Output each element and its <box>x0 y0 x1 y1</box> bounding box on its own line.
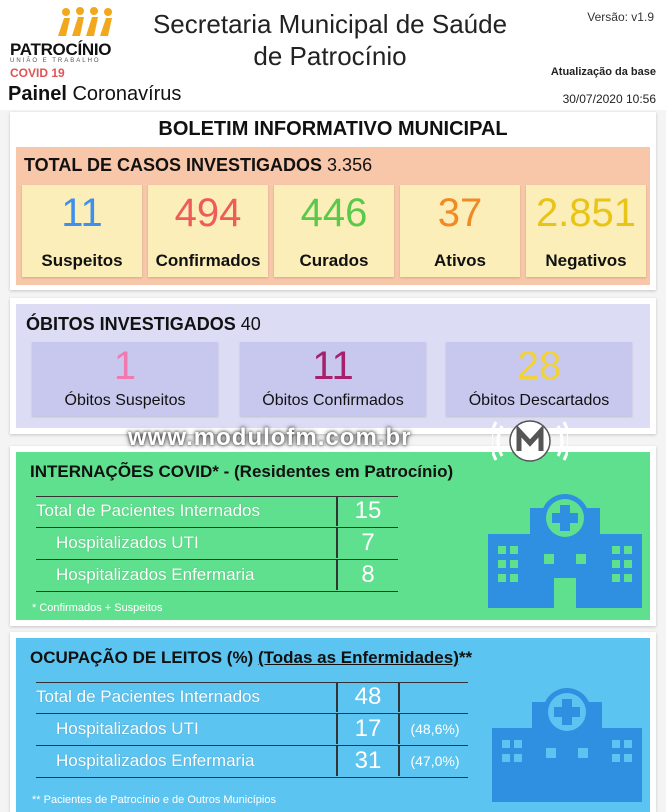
table-rule <box>36 591 398 592</box>
row-value: 17 <box>336 714 398 744</box>
ocupacao-title-c: ** <box>458 648 473 667</box>
row-value: 7 <box>336 528 398 558</box>
logo-subtitle: UNIÃO E TRABALHO <box>10 58 101 64</box>
table-row <box>36 682 468 712</box>
obito-suspeitos <box>32 342 218 416</box>
casos-label: TOTAL DE CASOS INVESTIGADOS <box>24 155 323 175</box>
obito-label: Óbitos Suspeitos <box>64 392 186 409</box>
kpi-value: 446 <box>300 191 368 235</box>
row-value: 48 <box>336 682 398 712</box>
internacoes-note: * Confirmados + Suspeitos <box>32 602 163 614</box>
page-title <box>130 8 530 72</box>
kpi-label: Confirmados <box>155 251 261 270</box>
internacoes-panel <box>16 452 650 620</box>
kpi-label: Ativos <box>434 251 486 270</box>
modulo-fm-logo-icon <box>492 418 568 464</box>
obito-value: 1 <box>113 344 137 388</box>
header <box>0 0 666 110</box>
logo-covid-label: COVID 19 <box>10 66 65 80</box>
kpi-negativos <box>526 185 646 277</box>
obito-value: 28 <box>516 344 562 388</box>
row-percent: (47,0%) <box>398 746 470 776</box>
patrocinio-logo <box>8 6 126 80</box>
obito-label: Óbitos Descartados <box>468 392 610 409</box>
kpi-curados <box>274 185 394 277</box>
table-rule <box>36 777 468 778</box>
hospital-icon <box>488 492 642 608</box>
kpi-value: 11 <box>61 191 103 235</box>
ocupacao-note: ** Pacientes de Patrocínio e de Outros Municípios <box>32 794 276 806</box>
kpi-value: 494 <box>174 191 242 235</box>
obito-descartados <box>446 342 632 416</box>
ocupacao-title-b: (Todas as Enfermidades) <box>257 648 459 667</box>
row-label: Hospitalizados UTI <box>56 533 199 552</box>
hospital-icon <box>492 686 642 802</box>
logo-brand-text: PATROCÍNIO <box>10 40 112 59</box>
obito-confirmados <box>240 342 426 416</box>
internacoes-title: INTERNAÇÕES COVID* - (Residentes em Patrocínio) <box>30 462 454 481</box>
kpi-label: Negativos <box>545 251 627 270</box>
row-value: 31 <box>336 746 398 776</box>
casos-total: 3.356 <box>322 155 373 175</box>
obitos-total: 40 <box>235 314 261 334</box>
painel-bold: Painel <box>8 83 67 105</box>
casos-heading <box>24 155 372 176</box>
ocupacao-title <box>30 648 472 668</box>
obitos-heading <box>26 314 261 335</box>
row-label: Hospitalizados UTI <box>56 719 199 738</box>
obito-value: 11 <box>312 344 354 388</box>
row-percent: (48,6%) <box>398 714 470 744</box>
ocupacao-card <box>10 632 656 812</box>
ocupacao-title-a: OCUPAÇÃO DE LEITOS (%) <box>30 648 258 667</box>
kpi-confirmados <box>148 185 268 277</box>
people-logo-icon <box>56 6 118 38</box>
table-row <box>36 528 398 558</box>
casos-panel <box>16 147 650 285</box>
row-percent <box>398 682 470 712</box>
internacoes-card <box>10 446 656 626</box>
kpi-value: 37 <box>437 191 483 235</box>
table-row <box>36 746 468 776</box>
obitos-card <box>10 298 656 434</box>
boletim-title: BOLETIM INFORMATIVO MUNICIPAL <box>158 118 508 140</box>
row-label: Total de Pacientes Internados <box>36 501 260 520</box>
painel-title <box>8 83 181 106</box>
obito-label: Óbitos Confirmados <box>262 392 404 409</box>
ocupacao-panel <box>16 638 650 812</box>
watermark-url: www.modulofm.com.br <box>128 424 412 451</box>
painel-rest: Coronavírus <box>66 83 182 105</box>
table-row <box>36 560 398 590</box>
row-label: Hospitalizados Enfermaria <box>56 565 255 584</box>
version-label: Versão: v1.9 <box>587 10 654 24</box>
row-label: Total de Pacientes Internados <box>36 687 260 706</box>
update-date: 30/07/2020 10:56 <box>562 92 656 106</box>
obitos-panel <box>16 304 650 428</box>
kpi-label: Suspeitos <box>41 251 123 270</box>
table-row <box>36 714 468 744</box>
obitos-label: ÓBITOS INVESTIGADOS <box>26 314 236 334</box>
kpi-label: Curados <box>299 251 369 270</box>
kpi-suspeitos <box>22 185 142 277</box>
row-label: Hospitalizados Enfermaria <box>56 751 255 770</box>
title-line-2: de Patrocínio <box>253 41 407 71</box>
kpi-ativos <box>400 185 520 277</box>
table-row <box>36 496 398 526</box>
boletim-card <box>10 112 656 290</box>
title-line-1: Secretaria Municipal de Saúde <box>152 9 508 39</box>
row-value: 15 <box>336 496 398 526</box>
kpi-value: 2.851 <box>535 191 637 235</box>
row-value: 8 <box>336 560 398 590</box>
update-label: Atualização da base <box>550 66 656 78</box>
